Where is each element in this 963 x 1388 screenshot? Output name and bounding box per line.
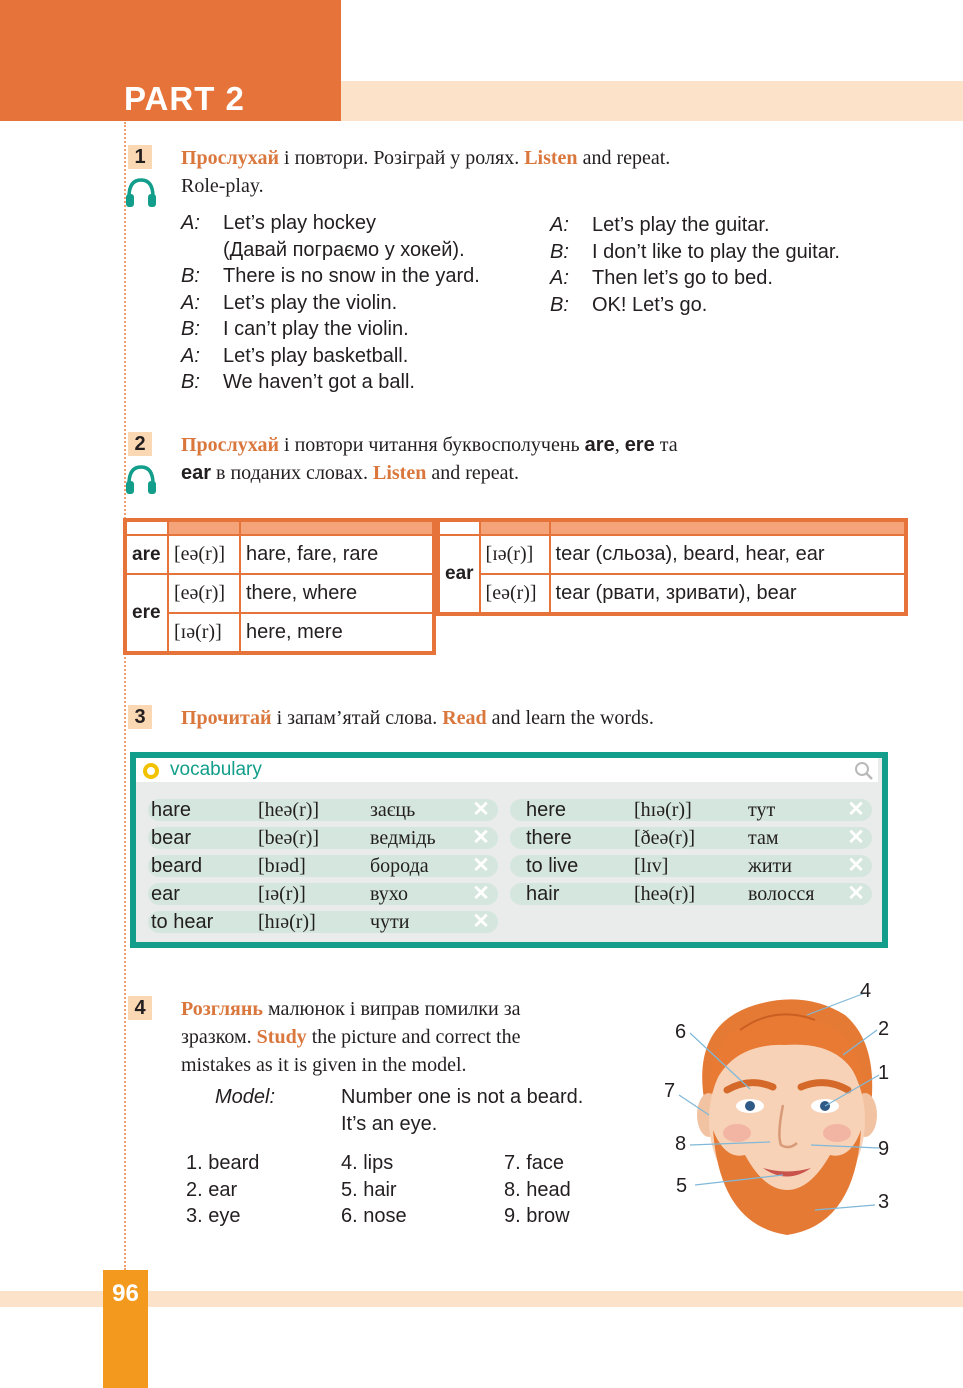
header-band (341, 81, 963, 121)
list-item: 4. lips (341, 1152, 394, 1174)
vocab-word: here (526, 799, 567, 821)
list-item: 3. eye (186, 1205, 241, 1227)
remove-icon[interactable]: ✕ (472, 910, 490, 933)
part-title: PART 2 (124, 80, 245, 117)
dialog-line: B: There is no snow in the yard. (181, 265, 480, 287)
transcription: [eə(r)] (168, 535, 240, 574)
list-item: 9. brow (504, 1205, 570, 1227)
vocab-word: bear (151, 827, 192, 849)
remove-icon[interactable]: ✕ (472, 826, 490, 849)
transcription: [eə(r)] (480, 574, 550, 614)
vocabulary-panel (130, 752, 888, 948)
vocab-translation: тут (748, 799, 776, 821)
vocab-word: to hear (151, 911, 214, 933)
search-icon[interactable] (854, 761, 874, 781)
vocabulary-bullet-icon (142, 762, 160, 780)
dialog-line: A: Then let’s go to bed. (550, 267, 773, 289)
instruction-text-line2: Role-play. (181, 175, 264, 197)
margin-dotted-line (124, 122, 126, 1270)
vocab-word: there (526, 827, 572, 849)
vocab-translation: вухо (370, 883, 408, 905)
vocab-translation: там (748, 827, 779, 849)
dialog-right (550, 212, 840, 318)
vocab-word: hare (151, 799, 192, 821)
remove-icon[interactable]: ✕ (847, 826, 865, 849)
combo-label: ear (438, 535, 480, 614)
vocab-transcription: [bɪəd] (258, 855, 306, 877)
list-item: 7. face (504, 1152, 565, 1174)
dialog-left (181, 210, 480, 396)
exercise-3-instruction: Прочитай і запам’ятай слова. Read and learn the words. (181, 707, 654, 729)
vocab-transcription: [hɪə(r)] (634, 799, 692, 821)
vocab-row (510, 799, 872, 821)
vocabulary-header-bar (136, 758, 878, 782)
exercise-number: 3 (128, 705, 152, 729)
dialog-line: A: Let’s play the violin. (181, 291, 398, 314)
face-illustration (665, 985, 905, 1245)
example-words: here, mere (240, 613, 434, 653)
example-words: there, where (240, 574, 434, 613)
dialog-line: A: Let’s play basketball. (181, 344, 409, 367)
vocab-word: beard (151, 855, 203, 877)
vocab-translation: волосся (748, 883, 815, 905)
face-label: 1 (878, 1062, 890, 1084)
combo-label: ere (125, 574, 168, 653)
sound-table-left (123, 518, 436, 655)
example-words: hare, fare, rare (240, 535, 434, 574)
vocab-translation: чути (370, 911, 410, 933)
remove-icon[interactable]: ✕ (472, 798, 490, 821)
vocab-row (148, 855, 498, 877)
vocabulary-title: vocabulary (170, 759, 262, 780)
dialog-line: B: OK! Let’s go. (550, 293, 708, 316)
dialog-line: (Давай пограємо у хокей). (223, 238, 465, 261)
vocab-transcription: [beə(r)] (258, 827, 320, 849)
transcription: [eə(r)] (168, 574, 240, 613)
remove-icon[interactable]: ✕ (847, 882, 865, 905)
vocab-transcription: [heə(r)] (258, 799, 320, 821)
exercise-number: 4 (128, 996, 152, 1020)
exercise-number: 1 (128, 145, 152, 169)
vocab-transcription: [hɪə(r)] (258, 911, 316, 933)
list-item: 8. head (504, 1178, 571, 1201)
vocab-word: to live (526, 855, 579, 877)
exercise-4-instruction: Розглянь малюнок і виправ помилки за зразком. Study the picture and correct the mistakes as it is given in the model. (181, 998, 521, 1076)
vocab-translation: ведмідь (370, 827, 436, 849)
face-label: 7 (664, 1080, 676, 1102)
vocab-row (510, 855, 872, 877)
word-list-col-2 (341, 1150, 407, 1230)
list-item: 1. beard (186, 1152, 260, 1174)
word-list-col-1 (186, 1150, 259, 1230)
exercise-2-instruction: Прослухай і повтори читання буквосполучень are, ere та ear в поданих словах. Listen and repeat. (181, 434, 678, 484)
model-text: Number one is not a beard. It’s an eye. (341, 1086, 584, 1135)
face-label: 5 (676, 1175, 688, 1197)
vocab-translation: заєць (370, 799, 416, 821)
face-label: 6 (675, 1021, 687, 1043)
remove-icon[interactable]: ✕ (472, 882, 490, 905)
vocab-transcription: [ɪə(r)] (258, 883, 306, 905)
vocab-row (510, 827, 872, 849)
vocab-translation: борода (370, 855, 429, 877)
vocab-row (510, 883, 872, 905)
face-label: 2 (878, 1018, 890, 1040)
remove-icon[interactable]: ✕ (472, 854, 490, 877)
vocab-row (148, 799, 498, 821)
word-list-col-3 (504, 1150, 571, 1230)
face-label: 8 (675, 1133, 687, 1155)
dialog-line: A: Let’s play hockey (181, 212, 377, 234)
vocab-transcription: [heə(r)] (634, 883, 696, 905)
instruction-text-ua: і повтори. Розіграй у ролях. (279, 147, 525, 169)
dialog-line: B: I don’t like to play the guitar. (550, 240, 840, 263)
example-words: tear (сльоза), beard, hear, ear (550, 535, 906, 574)
combo-label: are (125, 535, 168, 574)
dialog-line: B: I can’t play the violin. (181, 318, 409, 340)
headphones-icon[interactable] (124, 464, 158, 496)
model-label: Model: (215, 1086, 276, 1108)
vocab-translation: жити (748, 855, 792, 877)
headphones-icon[interactable] (124, 177, 158, 209)
list-item: 5. hair (341, 1178, 397, 1201)
transcription: [ɪə(r)] (480, 535, 550, 574)
sound-table-right (436, 518, 908, 616)
vocab-word: ear (151, 883, 180, 905)
exercise-1-instruction (181, 144, 891, 200)
list-item: 2. ear (186, 1178, 238, 1201)
vocab-row (148, 827, 498, 849)
dialog-line: B: We haven’t got a ball. (181, 371, 415, 393)
vocab-transcription: [ðeə(r)] (634, 827, 696, 849)
exercise-number: 2 (128, 432, 152, 456)
instruction-text-en: and repeat. (577, 147, 671, 169)
vocab-word: hair (526, 883, 560, 905)
example-words: tear (рвати, зривати), bear (550, 574, 906, 614)
face-label: 9 (878, 1138, 890, 1160)
vocab-transcription: [lɪv] (634, 855, 669, 877)
transcription: [ɪə(r)] (168, 613, 240, 653)
page-number: 96 (112, 1280, 139, 1307)
instruction-keyword-en: Listen (524, 147, 578, 169)
instruction-keyword-ua: Прослухай (181, 147, 280, 169)
dialog-line: A: Let’s play the guitar. (550, 214, 770, 236)
face-label: 4 (860, 980, 872, 1002)
remove-icon[interactable]: ✕ (847, 798, 865, 821)
vocab-row (148, 883, 498, 905)
list-item: 6. nose (341, 1205, 407, 1227)
face-label: 3 (878, 1191, 890, 1213)
vocab-row (148, 911, 498, 933)
remove-icon[interactable]: ✕ (847, 854, 865, 877)
